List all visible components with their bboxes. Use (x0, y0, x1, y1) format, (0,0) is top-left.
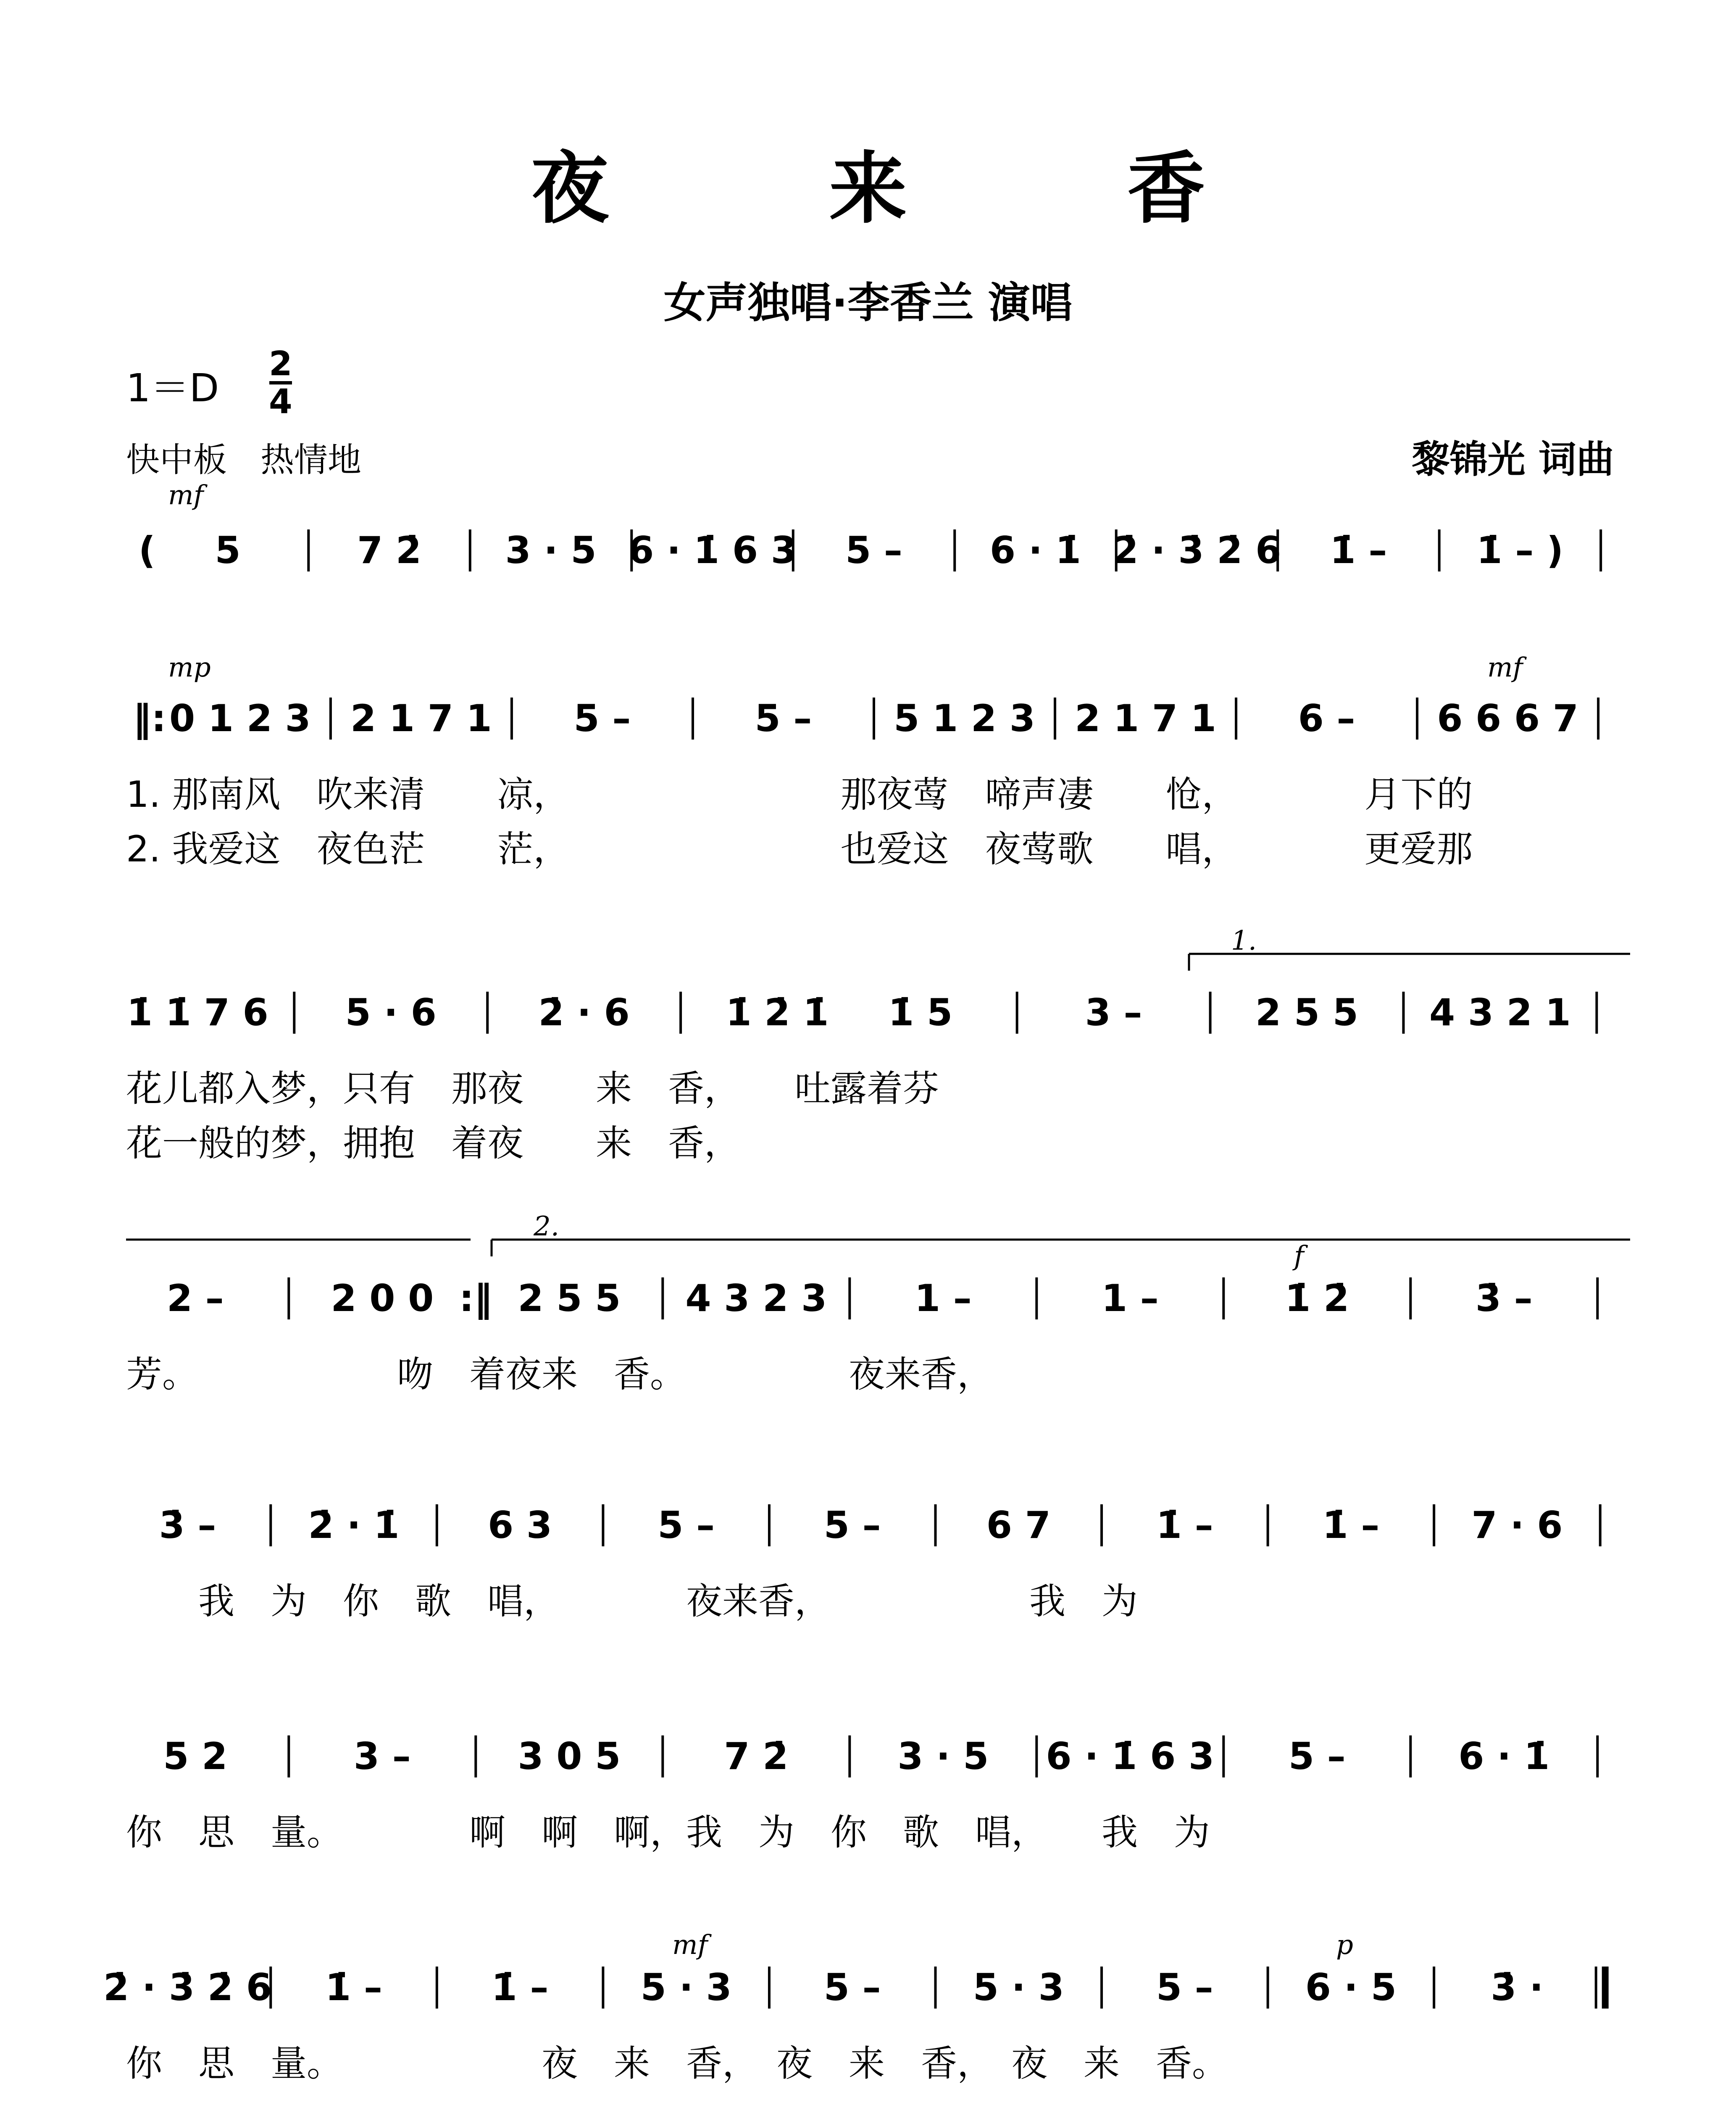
dynamic-marking: f (1294, 1240, 1304, 1272)
volta-number: 2. (534, 1211, 560, 1242)
note-group: 2 5 5 (518, 1277, 621, 1320)
lyric-line: 花一般的梦，拥抱 着夜 来 香， (126, 1122, 740, 1164)
note-group: 1̇ – (1156, 1503, 1213, 1547)
time-bottom: 4 (269, 382, 292, 421)
note-group: 5 – (1156, 1966, 1213, 2009)
note-group: 1̇ 2̇ (1285, 1277, 1349, 1320)
note-group: 1̇ 5 (888, 991, 953, 1034)
composer: 黎锦光 词曲 (1412, 437, 1614, 482)
note-group: 2 5 5 (1255, 991, 1359, 1034)
note-group: 1̇ – ) (1476, 529, 1564, 572)
note-group: 5 – (823, 1503, 881, 1547)
note-group: 1̇ – (1330, 529, 1387, 572)
note-group: 5 – (658, 1503, 715, 1547)
lyric-line: 花儿都入梦，只有 那夜 来 香， 吐露着芬 (126, 1068, 939, 1110)
note-group: 1̇ – (325, 1966, 382, 2009)
note-group: 5 (215, 529, 241, 572)
page-title: 夜 来 香 (531, 142, 1302, 234)
note-group: 6 · 1̇ 6 3 (628, 529, 797, 572)
note-group: 5 – (823, 1966, 881, 2009)
note-group: 6 6 6 7 (1437, 697, 1579, 740)
repeat-sign: :‖ (459, 1277, 492, 1320)
note-group: 2 1 7 1 (350, 697, 492, 740)
subtitle: 女声独唱·李香兰 演唱 (663, 278, 1073, 327)
note-group: 3 · 5 (505, 529, 597, 572)
note-group: 6 – (1298, 697, 1355, 740)
note-group: 6 · 1̇ (989, 529, 1081, 572)
note-group: 3 0 5 (518, 1735, 621, 1778)
note-group: 3 – (1085, 991, 1142, 1034)
volta-number: 1. (1231, 925, 1257, 956)
note-group: 4 3 2 3 (685, 1277, 827, 1320)
note-group: 0 1 2 3 (169, 697, 311, 740)
note-group: 5 · 6 (345, 991, 437, 1034)
note-group: 6 7 (986, 1503, 1051, 1547)
note-group: 6 3 (488, 1503, 552, 1547)
note-group: 1̇ 1̇ 7 6 (126, 991, 268, 1034)
lyric-line: 1. 那南风 吹来清 凉， 那夜莺 啼声凄 怆， 月下的 (126, 774, 1473, 816)
repeat-sign: ‖: (133, 697, 166, 740)
note-group: 2 – (166, 1277, 224, 1320)
dynamic-marking: mf (672, 1930, 708, 1961)
note-group: 2̇ · 6 (538, 991, 630, 1034)
note-group: 7 · 6 (1471, 1503, 1563, 1547)
note-group: 4 3 2 1 (1429, 991, 1571, 1034)
note-group: 5 – (755, 697, 812, 740)
dynamic-marking: mp (168, 652, 211, 683)
note-group: 5 – (1288, 1735, 1346, 1778)
note-group: 5 – (845, 529, 902, 572)
key-signature: 1＝D (126, 366, 219, 411)
lyric-line: 芳。 吻 着夜来 香。 夜来香， (126, 1353, 993, 1395)
note-group: 3̇ · (1491, 1966, 1544, 2009)
lyric-line: 你 思 量。 啊 啊 啊，我 为 你 歌 唱， 我 为 (126, 1811, 1210, 1854)
lyric-line: 2. 我爱这 夜色茫 茫， 也爱这 夜莺歌 唱， 更爱那 (126, 828, 1473, 870)
note-group: 2̇ · 1̇ (308, 1503, 400, 1547)
note-group: 5 1 2 3 (894, 697, 1035, 740)
note-group: 2̇ · 3̇ 2̇ 6 (1113, 529, 1281, 572)
note-group: 3 – (353, 1735, 411, 1778)
note-group: 6 · 5 (1305, 1966, 1397, 2009)
time-top: 2 (269, 344, 292, 383)
note-group: 5 · 3 (973, 1966, 1064, 2009)
note-group: 1 – (1101, 1277, 1159, 1320)
note-group: 2̇ · 3̇ 2̇ 6 (103, 1966, 272, 2009)
note-group: 7 2̇ (357, 529, 422, 572)
note-group: 3̇ – (159, 1503, 216, 1547)
dynamic-marking: mf (1487, 652, 1523, 683)
note-group: 2 1 7 1 (1075, 697, 1216, 740)
note-group: 1̇ 2̇ 1̇ (726, 991, 829, 1034)
note-group: 1̇ – (1322, 1503, 1380, 1547)
note-group: 5 2 (163, 1735, 228, 1778)
note-group: 6 · 1̇ 6 3 (1046, 1735, 1215, 1778)
tempo-marking: 快中板 热情地 (126, 440, 361, 479)
note-group: 1 – (914, 1277, 972, 1320)
note-group: 1̇ – (491, 1966, 549, 2009)
note-group: 2 0 0 (331, 1277, 434, 1320)
dynamic-marking: p (1336, 1930, 1353, 1961)
note-group: 3 · 5 (897, 1735, 989, 1778)
lyric-line: 你 思 量。 夜 来 香， 夜 来 香， 夜 来 香。 (126, 2043, 1228, 2085)
note-group: 3̇ – (1475, 1277, 1533, 1320)
note-group: 7 2̇ (724, 1735, 789, 1778)
note-group: 5 · 3 (640, 1966, 732, 2009)
dynamic-marking: mf (168, 480, 204, 511)
note-group: ( (138, 529, 155, 572)
lyric-line: 我 为 你 歌 唱， 夜来香， 我 为 (126, 1580, 1138, 1622)
note-group: 5 – (573, 697, 631, 740)
note-group: 6 · 1̇ (1458, 1735, 1550, 1778)
